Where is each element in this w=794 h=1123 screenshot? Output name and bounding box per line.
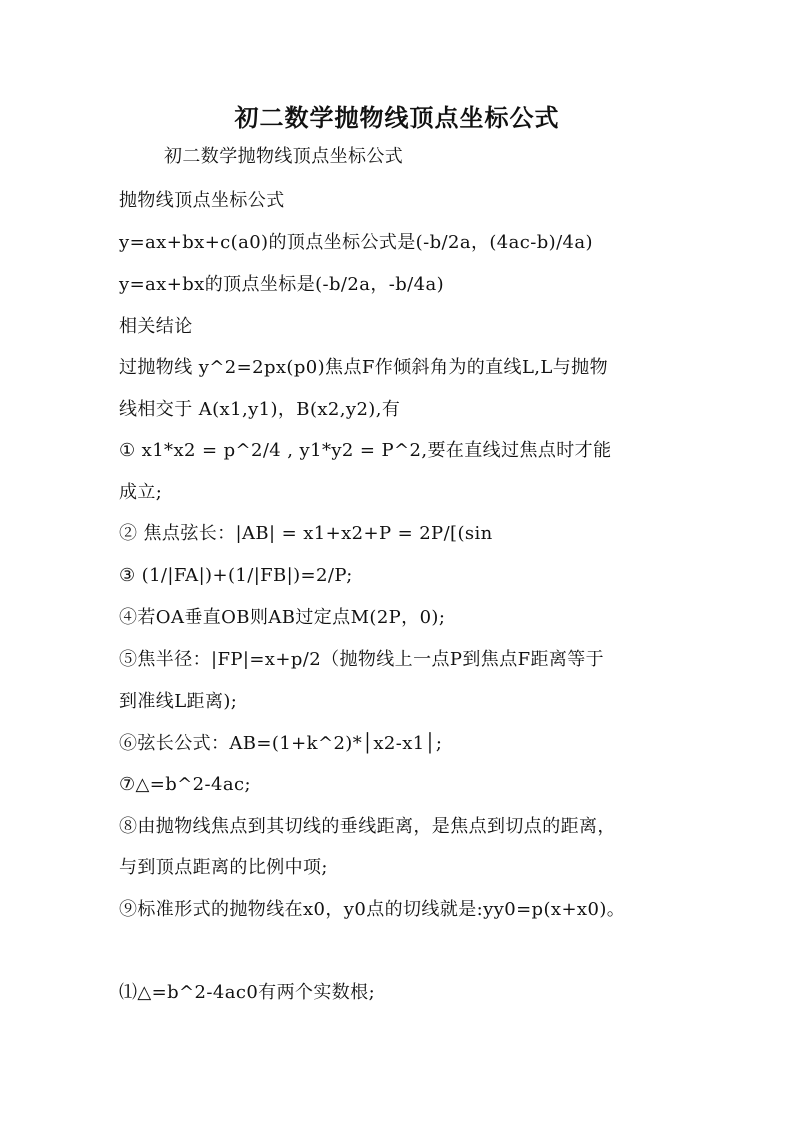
text-line: ④若OA垂直OB则AB过定点M(2P，0); bbox=[119, 607, 446, 628]
text-line: 线相交于 A(x1,y1)，B(x2,y2),有 bbox=[119, 399, 401, 420]
text-line: 与到顶点距离的比例中项; bbox=[119, 857, 328, 878]
text-line: 相关结论 bbox=[119, 316, 193, 337]
text-line: y=ax+bx的顶点坐标是(-b/2a，-b/4a) bbox=[119, 274, 445, 295]
text-line: ① x1*x2 = p^2/4 , y1*y2 = P^2,要在直线过焦点时才能 bbox=[119, 440, 612, 461]
text-line: ⑴△=b^2-4ac0有两个实数根; bbox=[119, 982, 376, 1003]
document-title: 初二数学抛物线顶点坐标公式 bbox=[234, 103, 560, 132]
subtitle-line: 初二数学抛物线顶点坐标公式 bbox=[164, 146, 404, 167]
text-line: ⑥弦长公式：AB=(1+k^2)*│x2-x1│; bbox=[119, 733, 443, 754]
text-line: 到准线L距离); bbox=[119, 691, 238, 712]
text-line: ⑧由抛物线焦点到其切线的垂线距离，是焦点到切点的距离， bbox=[119, 816, 616, 837]
text-line: 过抛物线 y^2=2px(p0)焦点F作倾斜角为的直线L,L与抛物 bbox=[119, 357, 608, 378]
text-line: ③ (1/|FA|)+(1/|FB|)=2/P; bbox=[119, 565, 353, 586]
text-line: ② 焦点弦长：|AB| = x1+x2+P = 2P/[(sin bbox=[119, 523, 493, 544]
text-line: y=ax+bx+c(a0)的顶点坐标公式是(-b/2a，(4ac-b)/4a) bbox=[119, 232, 593, 253]
text-line: 成立; bbox=[119, 482, 163, 503]
text-line: 抛物线顶点坐标公式 bbox=[119, 190, 285, 211]
text-line: ⑤焦半径：|FP|=x+p/2（抛物线上一点P到焦点F距离等于 bbox=[119, 649, 605, 670]
text-line: ⑨标准形式的抛物线在x0，y0点的切线就是:yy0=p(x+x0)。 bbox=[119, 899, 626, 920]
text-line: ⑦△=b^2-4ac; bbox=[119, 774, 251, 795]
